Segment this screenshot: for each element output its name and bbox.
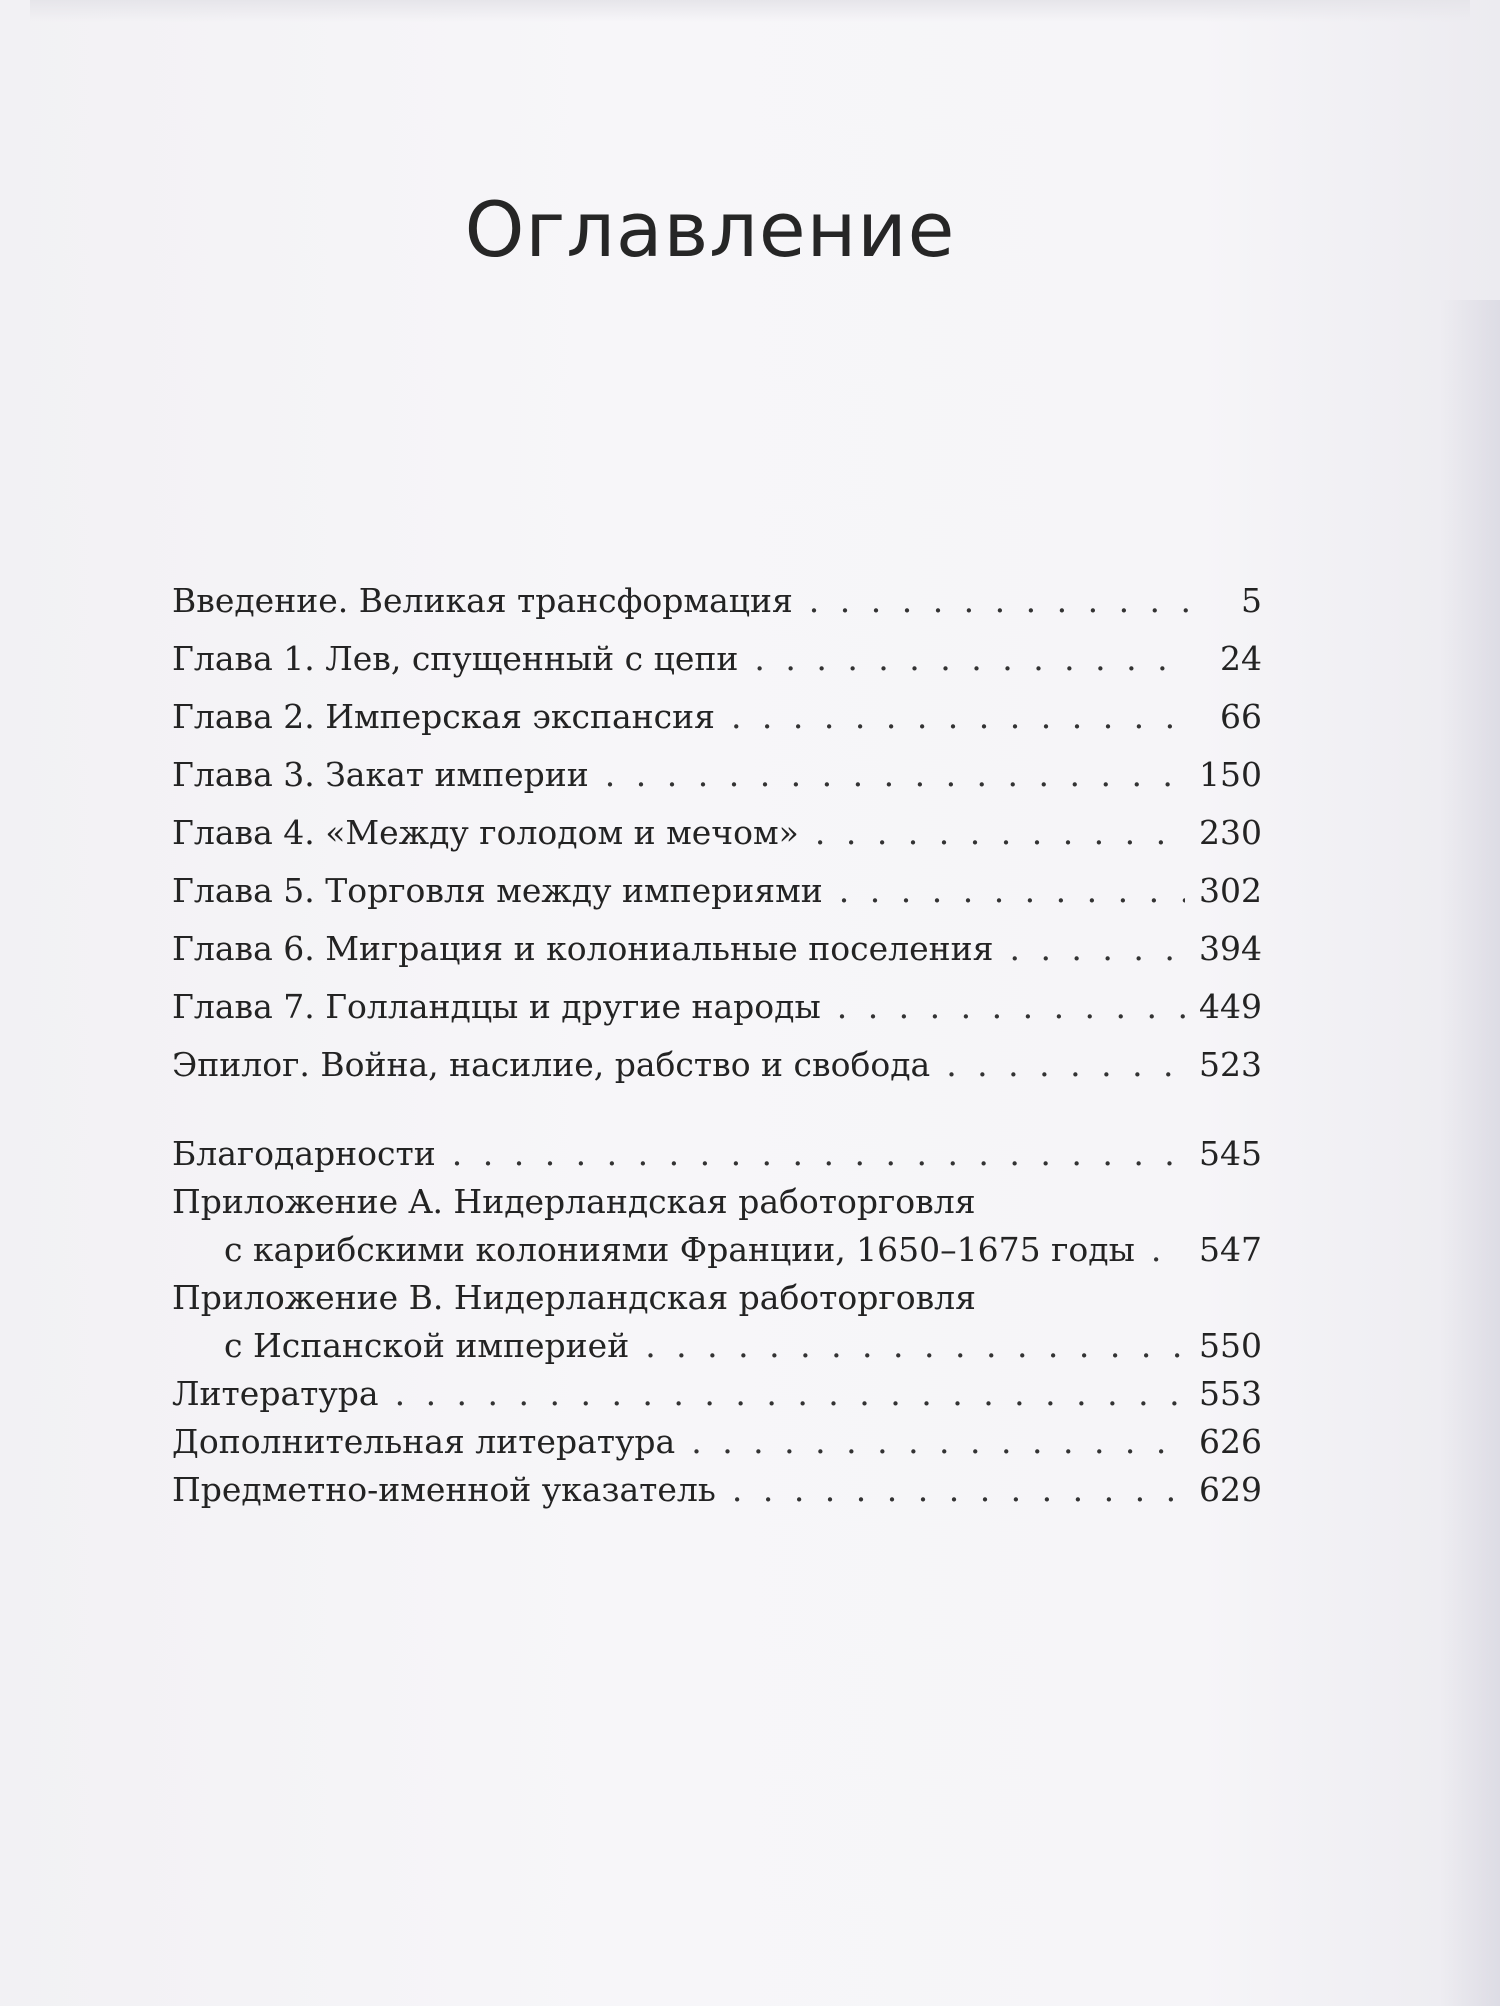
toc-dot-leader xyxy=(1151,1226,1185,1274)
toc-entry-label: Глава 4. «Между голодом и мечом» xyxy=(172,813,799,852)
toc-dot-leader xyxy=(946,1036,1185,1094)
toc-entry-label: Глава 3. Закат империи xyxy=(172,755,589,794)
toc-entry-page: 547 xyxy=(1199,1230,1262,1269)
toc-entry-page: 302 xyxy=(1199,871,1262,910)
toc-dot-leader xyxy=(839,862,1185,920)
toc-dot-leader xyxy=(815,804,1185,862)
toc-entry-page: 629 xyxy=(1199,1470,1262,1509)
toc-entry-chapter-1[interactable] xyxy=(172,630,1262,688)
toc-entry-label: Глава 7. Голландцы и другие народы xyxy=(172,987,821,1026)
toc-entry-page: 394 xyxy=(1199,929,1262,968)
toc-entry-page: 545 xyxy=(1199,1134,1262,1173)
toc-entry-page: 24 xyxy=(1220,639,1262,678)
toc-entry-chapter-2[interactable] xyxy=(172,688,1262,746)
toc-entry-page: 66 xyxy=(1220,697,1262,736)
toc-entry-label: с карибскими колониями Франции, 1650–1675 годы xyxy=(224,1230,1135,1269)
toc-entry-epilogue[interactable] xyxy=(172,1036,1262,1094)
toc-dot-leader xyxy=(809,572,1188,630)
toc-entry-page: 550 xyxy=(1199,1326,1262,1365)
toc-entry-chapter-4[interactable] xyxy=(172,804,1262,862)
toc-entry-page: 230 xyxy=(1199,813,1262,852)
toc-entry-label: Литература xyxy=(172,1374,379,1413)
toc-dot-leader xyxy=(837,978,1185,1036)
toc-entry-label: с Испанской империей xyxy=(224,1326,630,1365)
toc-dot-leader xyxy=(732,1466,1185,1514)
toc-dot-leader xyxy=(452,1130,1185,1178)
toc-dot-leader xyxy=(731,688,1188,746)
toc-entry-appendix-b-line1[interactable] xyxy=(172,1274,1262,1322)
toc-entry-appendix-a-line1[interactable] xyxy=(172,1178,1262,1226)
toc-dot-leader xyxy=(754,630,1188,688)
toc-entry-chapter-5[interactable] xyxy=(172,862,1262,920)
toc-entry-label: Глава 5. Торговля между империями xyxy=(172,871,823,910)
toc-dot-leader xyxy=(691,1418,1185,1466)
toc-dot-leader xyxy=(395,1370,1185,1418)
toc-entry-literature[interactable] xyxy=(172,1370,1262,1418)
toc-entry-label: Предметно-именной указатель xyxy=(172,1470,716,1509)
toc-dot-leader xyxy=(1009,920,1185,978)
toc-entry-page: 553 xyxy=(1199,1374,1262,1413)
toc-dot-leader xyxy=(605,746,1185,804)
toc-entry-label: Приложение B. Нидерландская работорговля xyxy=(172,1278,976,1317)
toc-entry-label: Глава 2. Имперская экспансия xyxy=(172,697,715,736)
toc-entry-acknowledgements[interactable] xyxy=(172,1130,1262,1178)
toc-entry-label: Глава 6. Миграция и колониальные поселения xyxy=(172,929,994,968)
toc-entry-label: Глава 1. Лев, спущенный с цепи xyxy=(172,639,739,678)
page-edge-shadow xyxy=(1440,300,1500,2006)
toc-entry-label: Эпилог. Война, насилие, рабство и свобода xyxy=(172,1045,931,1084)
toc-entry-index[interactable] xyxy=(172,1466,1262,1514)
toc-entry-chapter-7[interactable] xyxy=(172,978,1262,1036)
toc-entry-label: Благодарности xyxy=(172,1134,436,1173)
toc-entry-chapter-6[interactable] xyxy=(172,920,1262,978)
toc-entry-introduction[interactable] xyxy=(172,572,1262,630)
toc-entry-appendix-a-line2[interactable] xyxy=(172,1226,1262,1274)
toc-entry-chapter-3[interactable] xyxy=(172,746,1262,804)
toc-entry-page: 626 xyxy=(1199,1422,1262,1461)
toc-entry-page: 5 xyxy=(1241,581,1262,620)
page-title: Оглавление xyxy=(464,185,956,274)
toc-dot-leader xyxy=(645,1322,1185,1370)
toc-entry-label: Введение. Великая трансформация xyxy=(172,581,793,620)
toc-entry-label: Дополнительная литература xyxy=(172,1422,676,1461)
toc-entry-page: 150 xyxy=(1199,755,1262,794)
toc-entry-label: Приложение A. Нидерландская работорговля xyxy=(172,1182,976,1221)
toc-entry-page: 449 xyxy=(1199,987,1262,1026)
toc-back-matter-list xyxy=(172,1130,1262,1514)
page-top-edge xyxy=(30,0,1470,22)
toc-entry-appendix-b-line2[interactable] xyxy=(172,1322,1262,1370)
toc-entry-page: 523 xyxy=(1199,1045,1262,1084)
toc-entry-additional-literature[interactable] xyxy=(172,1418,1262,1466)
toc-main-list xyxy=(172,572,1262,1094)
